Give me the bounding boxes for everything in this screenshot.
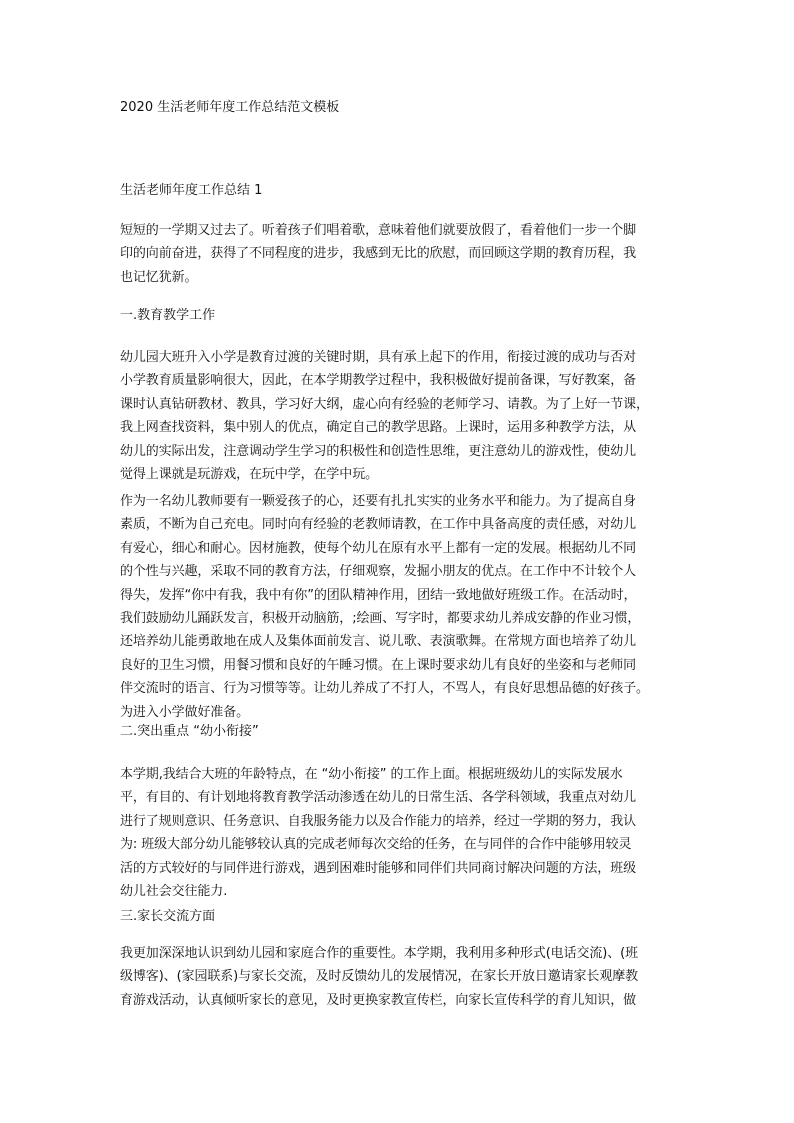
paragraph-teaching xyxy=(120,346,676,486)
paragraph-line: 的个性与兴趣，采取不同的教育方法，仔细观察，发掘小朋友的优点。在工作中不计较个人 xyxy=(120,564,637,580)
paragraph-line: 觉得上课就是玩游戏，在玩中学，在学中玩。 xyxy=(120,467,379,483)
intro-paragraph xyxy=(120,219,676,289)
paragraph-line: 伴交流时的语言、行为习惯等等。让幼儿养成了不打人，不骂人，有良好思想品德的好孩子。 xyxy=(120,681,649,697)
paragraph-line: 我们鼓励幼儿踊跃发言，积极开动脑筋，;绘画、写字时，都要求幼儿养成安静的作业习惯， xyxy=(120,611,641,627)
paragraph-parents xyxy=(120,942,676,1012)
paragraph-line: 得失，发挥“你中有我，我中有你”的团队精神作用，团结一致地做好班级工作。在活动时， xyxy=(120,587,637,603)
paragraph-line: 我更加深深地认识到幼儿园和家庭合作的重要性。本学期，我利用多种形式(电话交流)、(班 xyxy=(120,946,639,961)
paragraph-line: 平，有目的、有计划地将教育教学活动渗透在幼儿的日常生活、各学科领域，我重点对幼儿 xyxy=(120,790,637,806)
paragraph-line: 为: 班级大部分幼儿能够较认真的完成老师每次交给的任务，在与同伴的合作中能够用较灵 xyxy=(120,837,632,853)
paragraph-line: 我上网查找资料，集中别人的优点，确定自己的教学思路。上课时，运用多种教学方法，从 xyxy=(120,420,637,436)
paragraph-teacher-duty xyxy=(120,490,676,724)
paragraph-transition xyxy=(120,763,676,903)
paragraph-line: 幼儿社会交往能力. xyxy=(120,884,228,900)
section-title: 生活老师年度工作总结 1 xyxy=(120,183,263,198)
paragraph-line: 也记忆犹新。 xyxy=(120,269,198,285)
heading-parent-communication: 三.家长交流方面 xyxy=(120,909,216,924)
heading-teaching-work: 一.教育教学工作 xyxy=(120,308,216,323)
paragraph-line: 素质，不断为自己充电。同时向有经验的老教师请教，在工作中具备高度的责任感，对幼儿 xyxy=(120,517,637,533)
paragraph-line: 进行了规则意识、任务意识、自我服务能力以及合作能力的培养，经过一学期的努力，我认 xyxy=(120,813,637,829)
paragraph-line: 印的向前奋进，获得了不同程度的进步，我感到无比的欣慰，而回顾这学期的教育历程，我 xyxy=(120,246,637,262)
paragraph-line: 短短的一学期又过去了。听着孩子们唱着歌，意味着他们就要放假了，看着他们一步一个脚 xyxy=(120,223,637,238)
paragraph-line: 育游戏活动，认真倾听家长的意见，及时更换家教宣传栏，向家长宣传科学的育儿知识，做 xyxy=(120,992,637,1008)
paragraph-line: 幼儿园大班升入小学是教育过渡的关键时期，具有承上起下的作用，衔接过渡的成功与否对 xyxy=(120,350,637,365)
paragraph-line: 活的方式较好的与同伴进行游戏，遇到困难时能够和同伴们共同商讨解决问题的方法，班级 xyxy=(120,860,637,876)
heading-transition-focus: 二.突出重点 “幼小衔接” xyxy=(120,724,259,739)
paragraph-line: 良好的卫生习惯，用餐习惯和良好的午睡习惯。在上课时要求幼儿有良好的坐姿和与老师同 xyxy=(120,657,637,673)
paragraph-line: 作为一名幼儿教师要有一颗爱孩子的心，还要有扎扎实实的业务水平和能力。为了提高自身 xyxy=(120,494,637,509)
paragraph-line: 幼儿的实际出发，注意调动学生学习的积极性和创造性思维，更注意幼儿的游戏性，使幼儿 xyxy=(120,443,637,459)
paragraph-line: 课时认真钻研教材、教具，学习好大纲，虚心向有经验的老师学习、请教。为了上好一节课， xyxy=(120,396,649,412)
paragraph-line: 为进入小学做好准备。 xyxy=(120,704,250,720)
paragraph-line: 级博客)、(家园联系)与家长交流，及时反馈幼儿的发展情况，在家长开放日邀请家长观摩教 xyxy=(120,969,639,985)
paragraph-line: 有爱心，细心和耐心。因材施教，使每个幼儿在原有水平上都有一定的发展。根据幼儿不同 xyxy=(120,540,637,556)
paragraph-line: 本学期,我结合大班的年龄特点，在 “幼小衔接” 的工作上面。根据班级幼儿的实际发展水 xyxy=(120,767,623,782)
document-title: 2020 生活老师年度工作总结范文模板 xyxy=(120,100,340,115)
paragraph-line: 小学教育质量影响很大，因此，在本学期教学过程中，我积极做好提前备课，写好教案，备 xyxy=(120,373,637,389)
paragraph-line: 还培养幼儿能勇敢地在成人及集体面前发言、说儿歌、表演歌舞。在常规方面也培养了幼儿 xyxy=(120,634,637,650)
